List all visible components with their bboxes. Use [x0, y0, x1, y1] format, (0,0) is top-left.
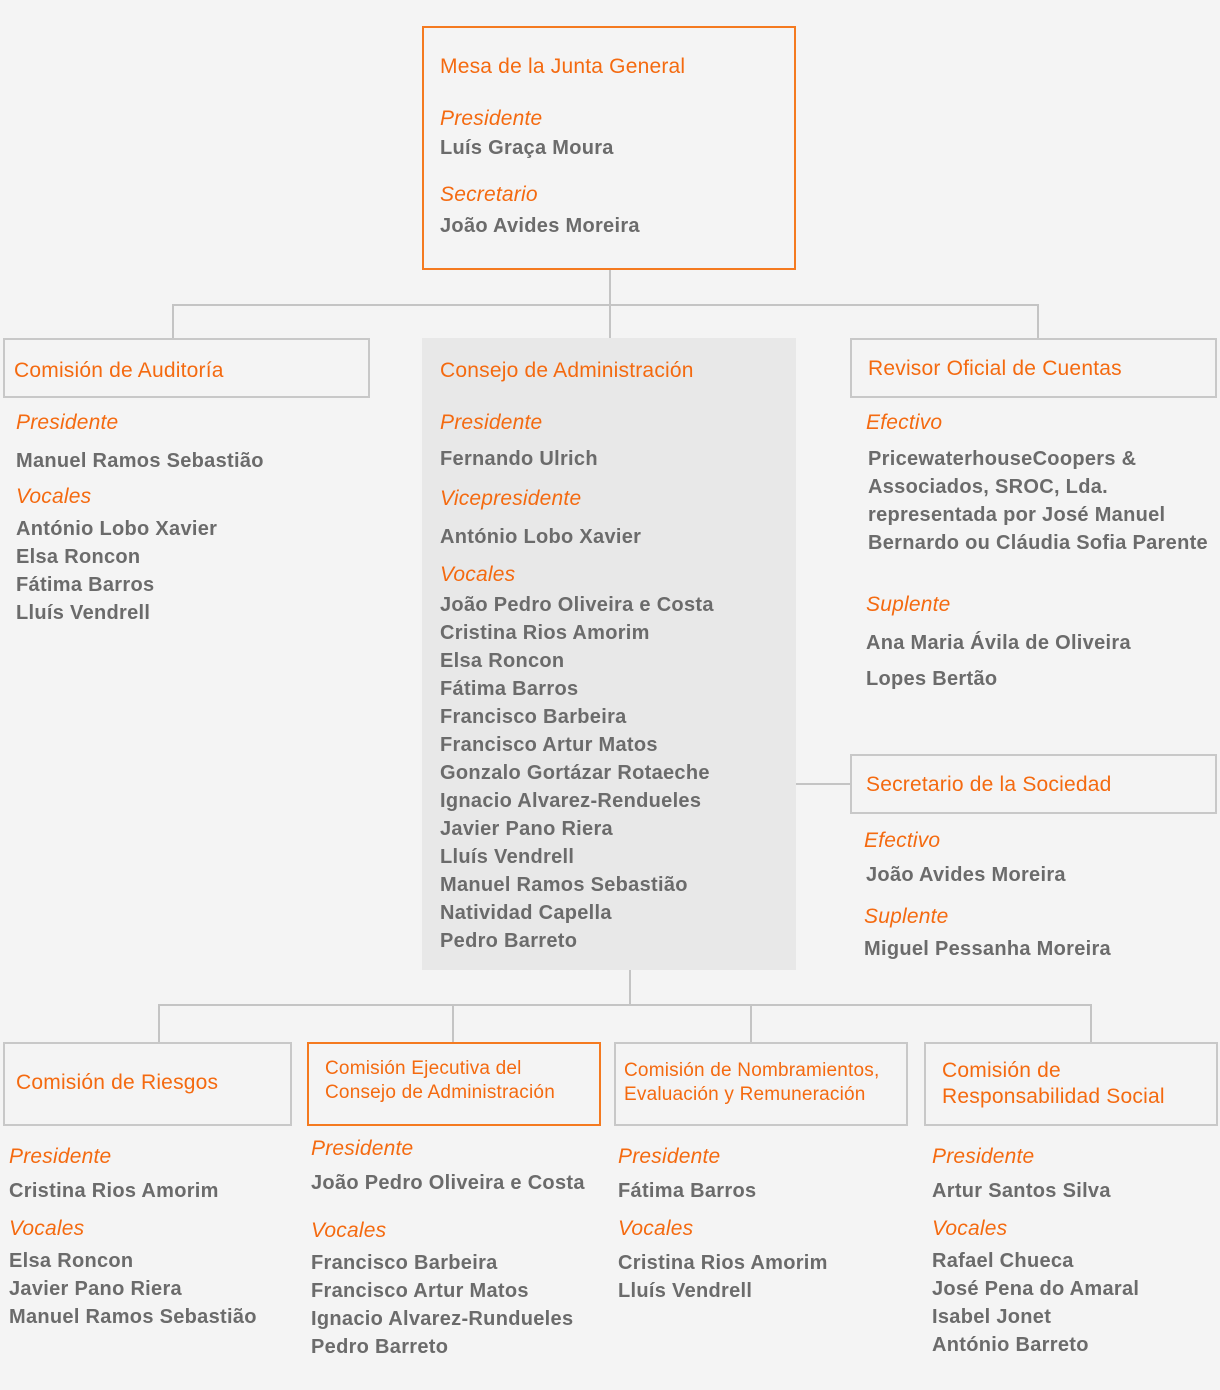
- list-item: Pedro Barreto: [311, 1336, 449, 1358]
- list-item: Lluís Vendrell: [618, 1280, 753, 1302]
- list-item: Isabel Jonet: [932, 1306, 1052, 1328]
- ejecutiva-title-line2: Consejo de Administración: [325, 1082, 555, 1103]
- list-item: representada por José Manuel: [868, 504, 1166, 526]
- nombramientos-vocales-list: [618, 1249, 828, 1305]
- auditoria-presidente-name: Manuel Ramos Sebastião: [16, 450, 264, 472]
- nombramientos-title-line1: Comisión de Nombramientos,: [624, 1060, 880, 1081]
- consejo-role-presidente: Presidente: [440, 411, 543, 434]
- nombramientos-title-line2: Evaluación y Remuneración: [624, 1084, 866, 1105]
- riesgos-presidente-name: Cristina Rios Amorim: [9, 1180, 219, 1202]
- consejo-presidente-name: Fernando Ulrich: [440, 448, 598, 470]
- consejo-role-vocales: Vocales: [440, 563, 516, 586]
- consejo-vicepresidente-name: António Lobo Xavier: [440, 526, 642, 548]
- list-item: Fátima Barros: [440, 678, 579, 700]
- consejo-role-vicepresidente: Vicepresidente: [440, 487, 582, 510]
- list-item: Ignacio Alvarez-Rundueles: [311, 1308, 574, 1330]
- mesa-role-presidente: Presidente: [440, 107, 543, 130]
- responsabilidad-title-line2: Responsabilidad Social: [942, 1085, 1165, 1108]
- list-item: Elsa Roncon: [9, 1250, 134, 1272]
- responsabilidad-title-line1: Comisión de: [942, 1059, 1061, 1082]
- mesa-presidente-name: Luís Graça Moura: [440, 137, 614, 159]
- consejo-vocales-list: [440, 591, 714, 955]
- ejecutiva-vocales-list: [311, 1249, 573, 1361]
- list-item: Francisco Barbeira: [311, 1252, 498, 1274]
- nombramientos-presidente-name: Fátima Barros: [618, 1180, 757, 1202]
- ejecutiva-role-presidente: Presidente: [311, 1137, 414, 1160]
- auditoria-role-vocales: Vocales: [16, 485, 92, 508]
- connector-secretario: [796, 783, 852, 785]
- revisor-suplente-name-b: Lopes Bertão: [866, 668, 998, 690]
- riesgos-role-presidente: Presidente: [9, 1145, 112, 1168]
- list-item: Francisco Artur Matos: [440, 734, 658, 756]
- riesgos-title: Comisión de Riesgos: [16, 1071, 219, 1094]
- secretario-role-efectivo: Efectivo: [864, 829, 941, 852]
- connector-bottom-horizontal: [158, 1004, 1092, 1006]
- list-item: João Pedro Oliveira e Costa: [440, 594, 714, 616]
- connector-nombramientos-drop: [750, 1004, 752, 1044]
- secretario-title: Secretario de la Sociedad: [866, 773, 1112, 796]
- list-item: Pedro Barreto: [440, 930, 578, 952]
- list-item: Francisco Artur Matos: [311, 1280, 529, 1302]
- mesa-role-secretario: Secretario: [440, 183, 538, 206]
- revisor-role-efectivo: Efectivo: [866, 411, 943, 434]
- revisor-role-suplente: Suplente: [866, 593, 951, 616]
- list-item: Lluís Vendrell: [16, 602, 151, 624]
- list-item: Natividad Capella: [440, 902, 612, 924]
- revisor-efectivo-lines: [868, 445, 1208, 557]
- responsabilidad-role-vocales: Vocales: [932, 1217, 1008, 1240]
- list-item: Cristina Rios Amorim: [440, 622, 650, 644]
- list-item: Manuel Ramos Sebastião: [440, 874, 688, 896]
- list-item: Bernardo ou Cláudia Sofia Parente: [868, 532, 1208, 554]
- auditoria-vocales-list: [16, 515, 217, 627]
- connector-auditoria-drop: [172, 304, 174, 340]
- riesgos-role-vocales: Vocales: [9, 1217, 85, 1240]
- auditoria-role-presidente: Presidente: [16, 411, 119, 434]
- list-item: Fátima Barros: [16, 574, 155, 596]
- responsabilidad-vocales-list: [932, 1247, 1139, 1359]
- list-item: PricewaterhouseCoopers &: [868, 448, 1137, 470]
- list-item: Javier Pano Riera: [440, 818, 613, 840]
- revisor-suplente-name-a: Ana Maria Ávila de Oliveira: [866, 632, 1131, 654]
- connector-top-horizontal: [172, 304, 1039, 306]
- list-item: Francisco Barbeira: [440, 706, 627, 728]
- connector-revisor-drop: [1037, 304, 1039, 340]
- responsabilidad-role-presidente: Presidente: [932, 1145, 1035, 1168]
- responsabilidad-presidente-name: Artur Santos Silva: [932, 1180, 1111, 1202]
- list-item: António Barreto: [932, 1334, 1089, 1356]
- ejecutiva-title-line1: Comisión Ejecutiva del: [325, 1058, 522, 1079]
- list-item: José Pena do Amaral: [932, 1278, 1140, 1300]
- ejecutiva-presidente-name: João Pedro Oliveira e Costa: [311, 1172, 585, 1194]
- list-item: Gonzalo Gortázar Rotaeche: [440, 762, 710, 784]
- riesgos-vocales-list: [9, 1247, 257, 1331]
- auditoria-title: Comisión de Auditoría: [14, 359, 224, 382]
- nombramientos-role-vocales: Vocales: [618, 1217, 694, 1240]
- list-item: Ignacio Alvarez-Rendueles: [440, 790, 702, 812]
- list-item: Elsa Roncon: [16, 546, 141, 568]
- list-item: Javier Pano Riera: [9, 1278, 182, 1300]
- connector-riesgos-drop: [158, 1004, 160, 1044]
- list-item: Associados, SROC, Lda.: [868, 476, 1108, 498]
- secretario-efectivo-name: João Avides Moreira: [866, 864, 1066, 886]
- nombramientos-role-presidente: Presidente: [618, 1145, 721, 1168]
- secretario-suplente-name: Miguel Pessanha Moreira: [864, 938, 1111, 960]
- list-item: Rafael Chueca: [932, 1250, 1074, 1272]
- list-item: Manuel Ramos Sebastião: [9, 1306, 257, 1328]
- mesa-title: Mesa de la Junta General: [440, 55, 686, 78]
- connector-ejecutiva-drop: [452, 1004, 454, 1044]
- list-item: Elsa Roncon: [440, 650, 565, 672]
- mesa-secretario-name: João Avides Moreira: [440, 215, 640, 237]
- ejecutiva-role-vocales: Vocales: [311, 1219, 387, 1242]
- secretario-role-suplente: Suplente: [864, 905, 949, 928]
- consejo-title: Consejo de Administración: [440, 359, 694, 382]
- connector-responsabilidad-drop: [1090, 1004, 1092, 1044]
- list-item: Lluís Vendrell: [440, 846, 575, 868]
- revisor-title: Revisor Oficial de Cuentas: [868, 357, 1122, 380]
- connector-consejo-down: [629, 970, 631, 1005]
- list-item: António Lobo Xavier: [16, 518, 218, 540]
- list-item: Cristina Rios Amorim: [618, 1252, 828, 1274]
